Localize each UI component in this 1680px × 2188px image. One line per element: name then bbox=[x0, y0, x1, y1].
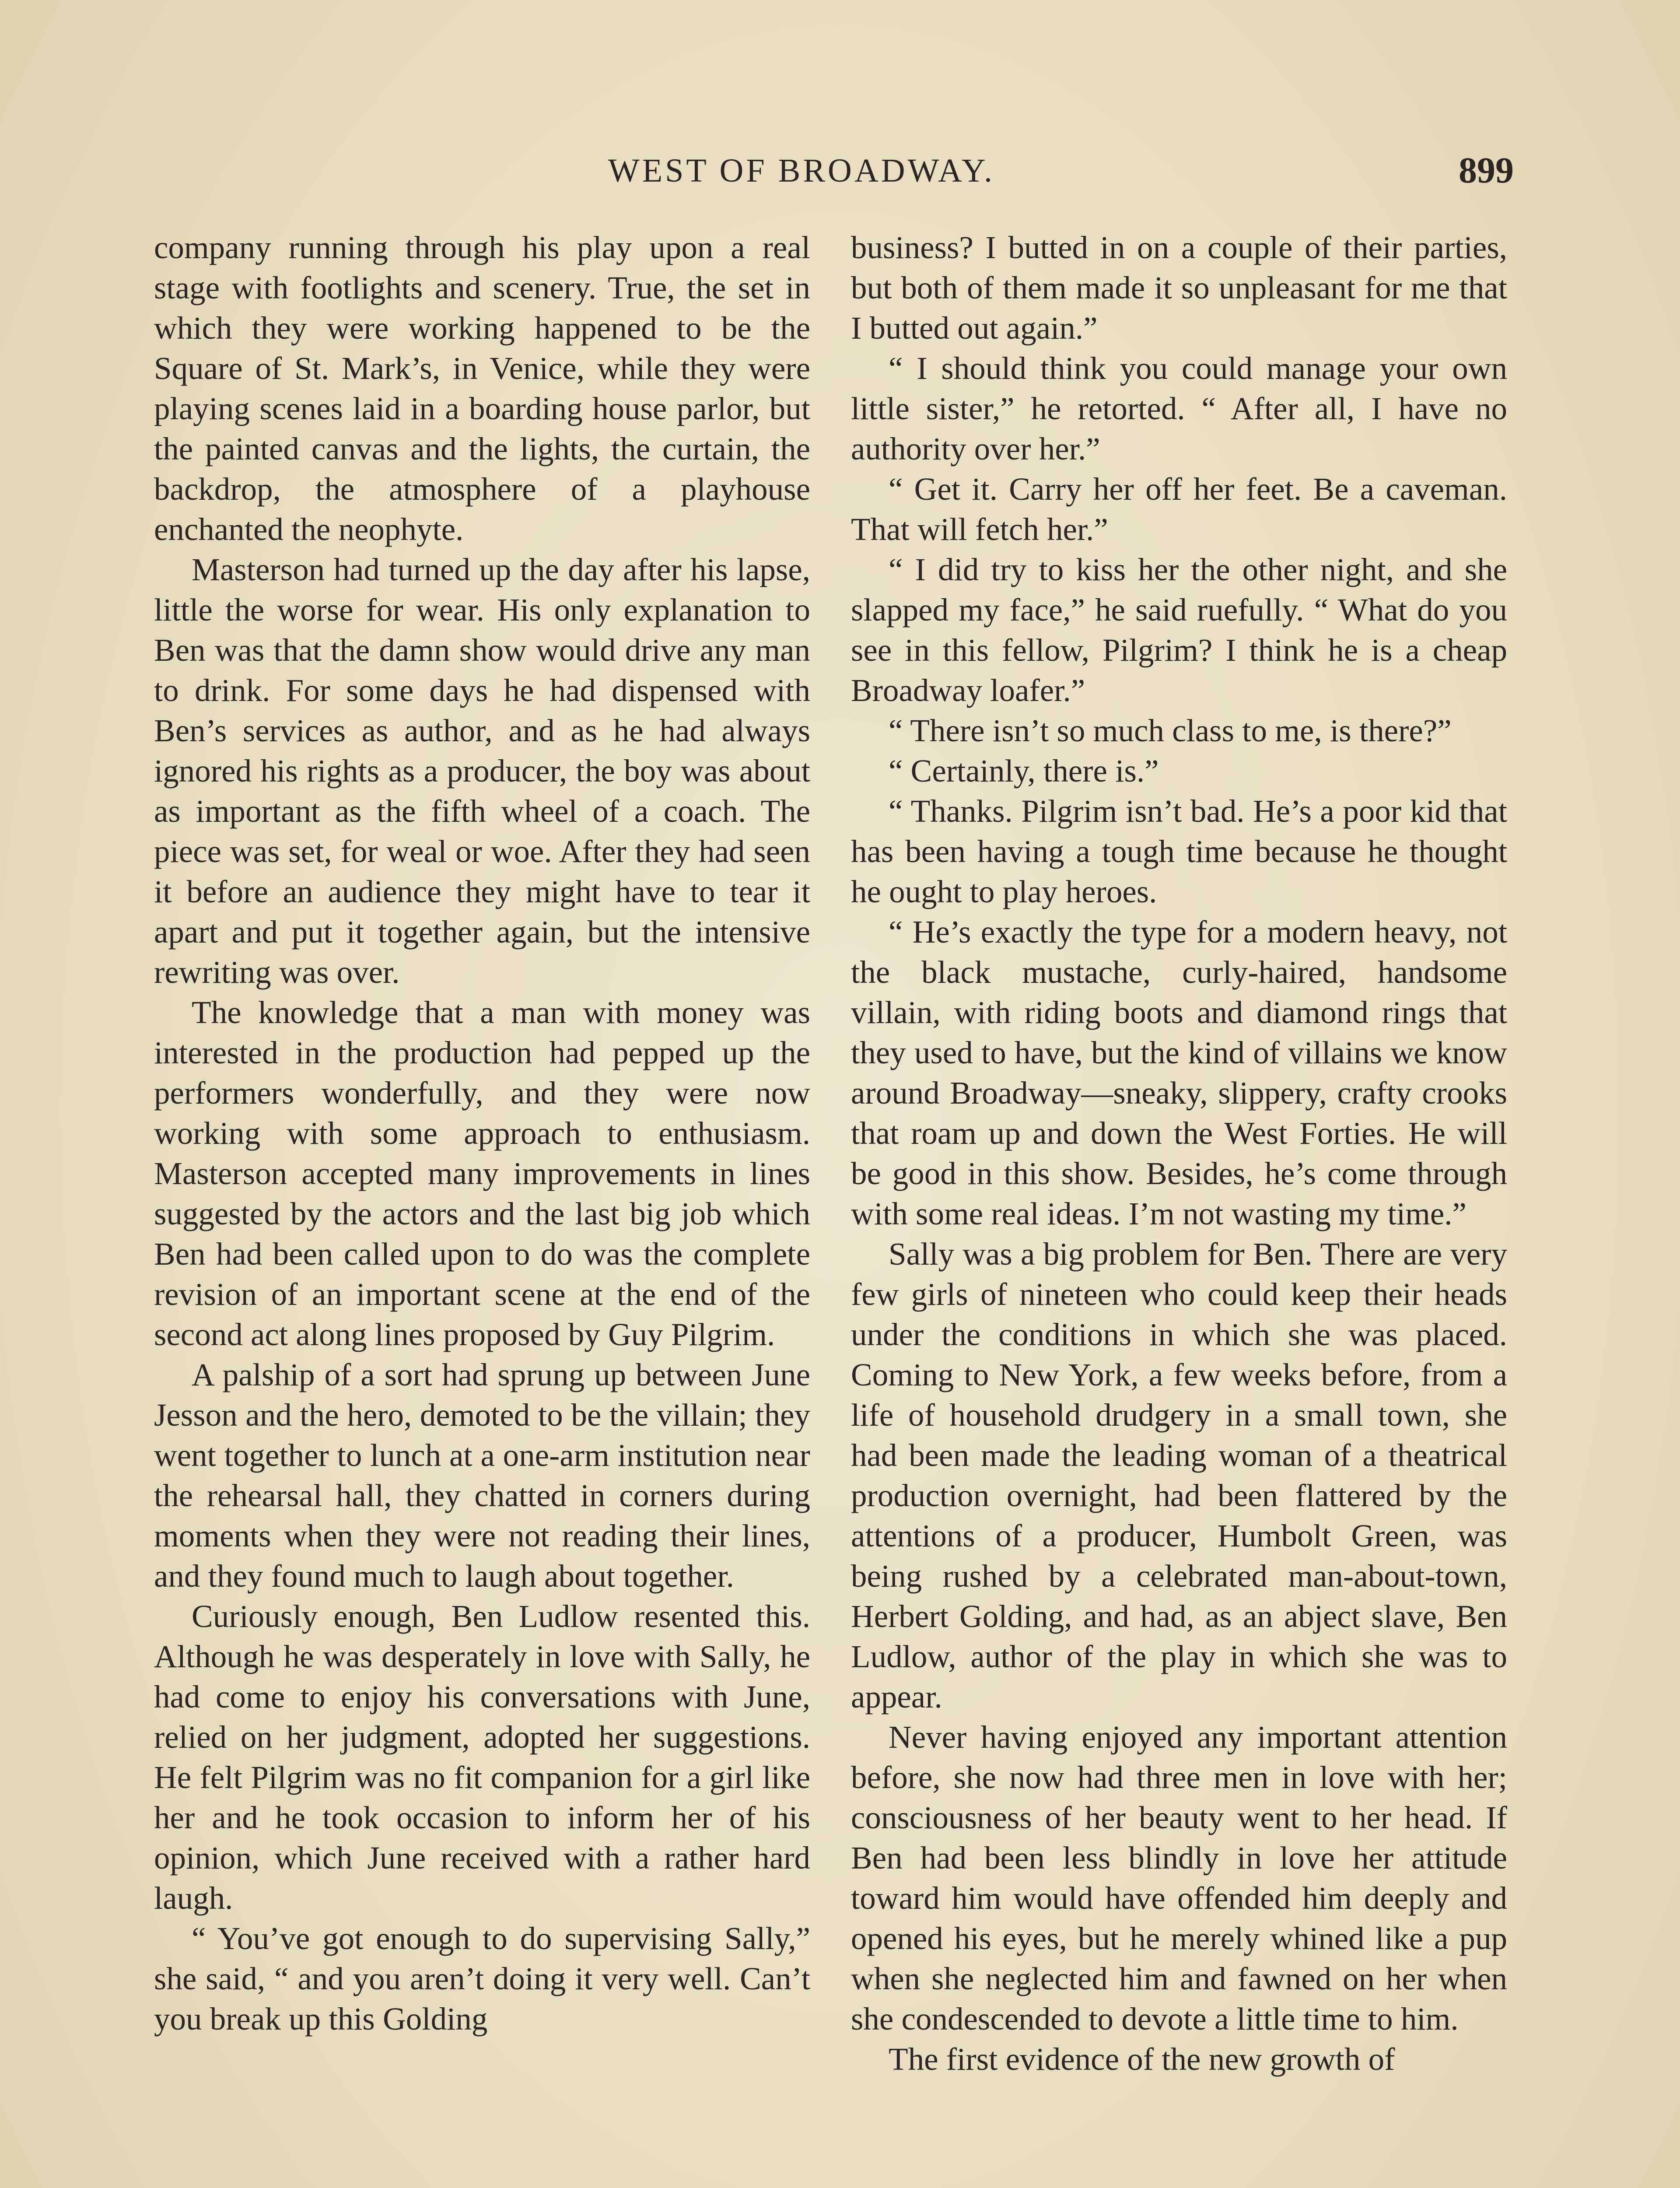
paragraph: “ I should think you could manage your own little sister,” he retorted. “ After all, I have no authority over her.” bbox=[851, 351, 1507, 466]
paragraph: “ Thanks. Pilgrim isn’t bad. He’s a poor kid that has been having a tough time because he thought he ought to play heroes. bbox=[851, 793, 1507, 909]
paragraph: A palship of a sort had sprung up between June Jesson and the hero, demoted to be the villain; they went together to lunch at a one-arm institution near the rehearsal hall, they chatted in corners during moments when they were not reading their lines, and they found much to laugh about together. bbox=[154, 1357, 810, 1594]
paragraph: Sally was a big problem for Ben. There are very few girls of nineteen who could keep their heads under the conditions in which she was placed. Coming to New York, a few weeks before, from a life of household drudgery in a small town, she had been made the leading woman of a theatrical production overnight, had been flattered by the attentions of a producer, Humbolt Green, was being rushed by a celebrated man-about-town, Herbert Golding, and had, as an abject slave, Ben Ludlow, author of the play in which she was to appear. bbox=[851, 1236, 1507, 1715]
running-title: WEST OF BROADWAY. bbox=[608, 152, 995, 189]
paragraph: Curiously enough, Ben Ludlow resented this. Although he was desperately in love with Sally, he had come to enjoy his conversations with June, relied on her judgment, adopted her suggestions. He felt Pilgrim was no fit companion for a girl like her and he took occasion to inform her of his opinion, which June received with a rather hard laugh. bbox=[154, 1599, 810, 1916]
paragraph: “ Get it. Carry her off her feet. Be a caveman. That will fetch her.” bbox=[851, 471, 1507, 547]
page-number: 899 bbox=[1459, 150, 1514, 191]
paragraph: business? I butted in on a couple of their parties, but both of them made it so unpleasant for me that I butted out again.” bbox=[851, 230, 1507, 346]
paragraph: “ He’s exactly the type for a modern heavy, not the black mustache, curly-haired, handsome villain, with riding boots and diamond rings that they used to have, but the kind of villains we know around Broadway—sneaky, slippery, crafty crooks that roam up and down the West Forties. He will be good in this show. Besides, he’s come through with some real ideas. I’m not wasting my time.” bbox=[851, 914, 1507, 1231]
paragraph: “ Certainly, there is.” bbox=[889, 753, 1159, 789]
paragraph: Masterson had turned up the day after his lapse, little the worse for wear. His only explanation to Ben was that the damn show would drive any man to drink. For some days he had dispensed with Ben’s services as author, and as he had always ignored his rights as a producer, the boy was about as important as the fifth wheel of a coach. The piece was set, for weal or woe. After they had seen it before an audience they might have to tear it apart and put it together again, but the intensive rewriting was over. bbox=[154, 552, 810, 990]
paragraph: “ I did try to kiss her the other night, and she slapped my face,” he said ruefully. “ What do you see in this fellow, Pilgrim? I think he is a cheap Broadway loafer.” bbox=[851, 552, 1507, 708]
paragraph: company running through his play upon a real stage with footlights and scenery. True, the set in which they were working happened to be the Square of St. Mark’s, in Venice, while they were playing scenes laid in a boarding house parlor, but the painted canvas and the lights, the curtain, the backdrop, the atmosphere of a playhouse enchanted the neophyte. bbox=[154, 230, 810, 547]
paragraph: “ There isn’t so much class to me, is there?” bbox=[889, 713, 1452, 748]
paragraph: Never having enjoyed any important attention before, she now had three men in love with her; consciousness of her beauty went to her head. If Ben had been less blindly in love her attitude toward him would have offended him deeply and opened his eyes, but he merely whined like a pup when she neglected him and fawned on her when she condescended to devote a little time to him. bbox=[851, 1719, 1507, 2037]
right-text-column bbox=[851, 228, 1507, 2079]
paragraph: “ You’ve got enough to do supervising Sally,” she said, “ and you aren’t doing it very well. Can’t you break up this Golding bbox=[154, 1921, 810, 2037]
running-header bbox=[0, 144, 1680, 197]
left-text-column bbox=[154, 228, 810, 2039]
paragraph: The first evidence of the new growth of bbox=[889, 2041, 1395, 2077]
paragraph: The knowledge that a man with money was interested in the production had pepped up the performers wonderfully, and they were now working with some approach to enthusiasm. Masterson accepted many improvements in lines suggested by the actors and the last big job which Ben had been called upon to do was the complete revision of an important scene at the end of the second act along lines proposed by Guy Pilgrim. bbox=[154, 995, 810, 1352]
